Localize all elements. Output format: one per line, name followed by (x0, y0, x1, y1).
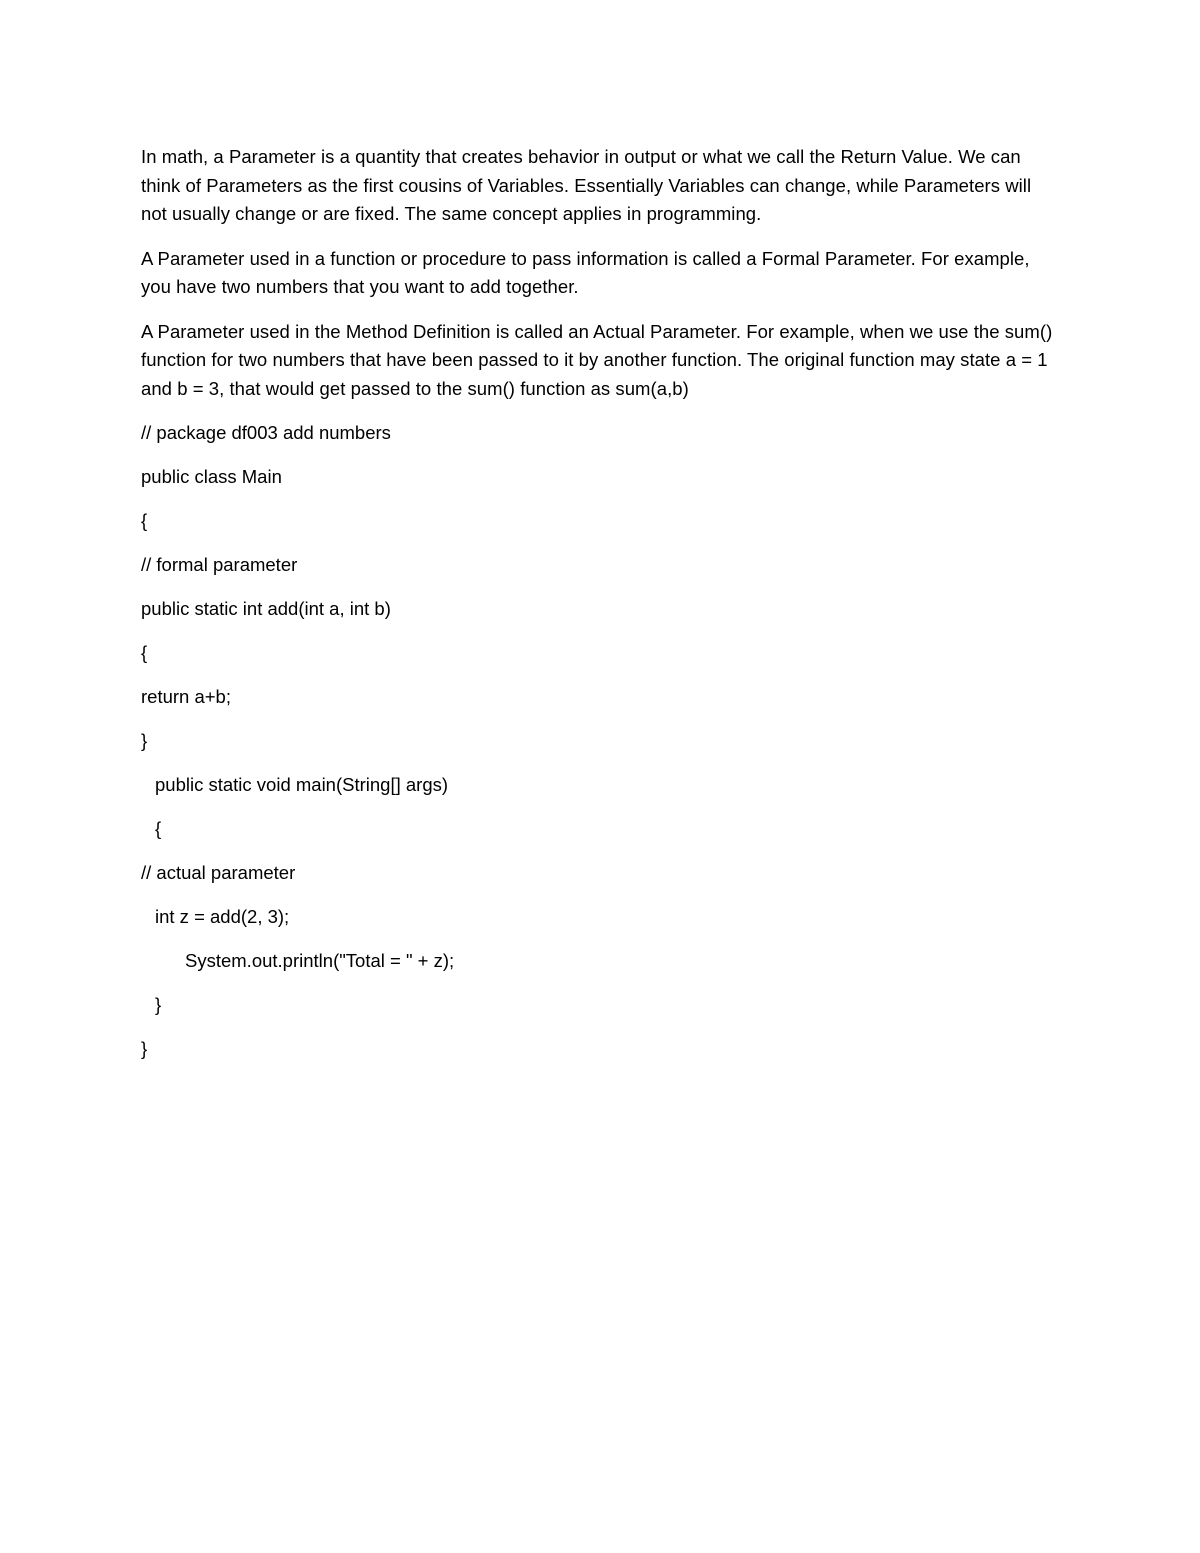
code-line: // formal parameter (141, 554, 298, 575)
code-line: public static int add(int a, int b) (141, 598, 391, 619)
code-line: return a+b; (141, 686, 231, 707)
code-line: { (141, 510, 148, 531)
paragraph-formal-parameter: A Parameter used in a function or procedure to pass information is called a Formal Parameter. For example, you have two numbers that you want to add together. (141, 247, 1030, 297)
code-line: } (155, 994, 162, 1015)
document-body (141, 143, 1061, 1079)
code-line: } (141, 1038, 148, 1059)
code-line: System.out.println("Total = " + z); (185, 950, 455, 971)
code-line: { (141, 642, 148, 663)
code-line: public static void main(String[] args) (155, 774, 449, 795)
paragraph-parameter-definition: In math, a Parameter is a quantity that creates behavior in output or what we call the Return Value. We can think of Parameters as the first cousins of Variables. Essentially Variables can change, while Parameters will not usually change or are fixed. The same concept applies in programming. (141, 146, 1032, 224)
code-line: public class Main (141, 466, 282, 487)
code-block (141, 419, 1061, 1079)
code-line: // actual parameter (141, 862, 296, 883)
code-line: } (141, 730, 148, 751)
code-line: { (155, 818, 162, 839)
code-line: int z = add(2, 3); (155, 906, 290, 927)
paragraph-actual-parameter: A Parameter used in the Method Definition is called an Actual Parameter. For example, when we use the sum() function for two numbers that have been passed to it by another function. The original function may state a = 1 and b = 3, that would get passed to the sum() function as sum(a,b) (141, 320, 1053, 399)
code-line: // package df003 add numbers (141, 422, 391, 443)
